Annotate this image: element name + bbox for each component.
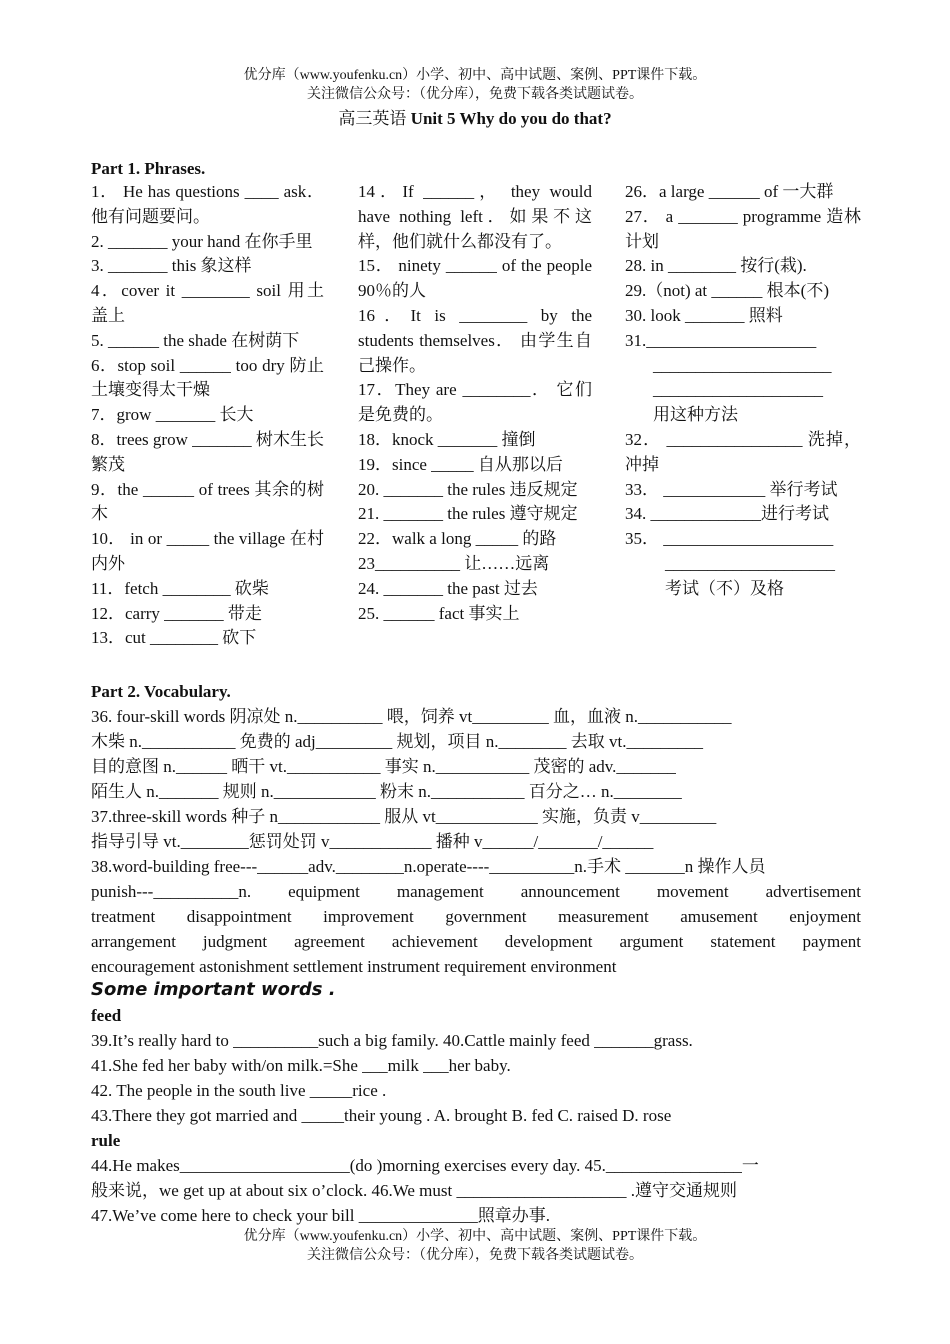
phrase-item: 11．fetch ________ 砍柴 bbox=[91, 578, 269, 598]
phrase-item: 24. _______ the past 过去 bbox=[358, 578, 538, 598]
phrase-item: 19．since _____ 自从那以后 bbox=[358, 454, 563, 474]
phrase-item: 9．the ______ of trees 其余的树木 bbox=[91, 479, 324, 524]
phrase-item: 32． ________________ 洗掉，冲掉 bbox=[625, 429, 861, 474]
part2-heading: Part 2. Vocabulary. bbox=[91, 682, 231, 701]
title-cn: 高三英语 bbox=[338, 109, 411, 128]
vocab-line: 37.three-skill words 种子 n____________ 服从 vt____________ 实施，负责 v_________ bbox=[91, 807, 717, 826]
phrase-item: 1． He has questions ____ ask．他有问题要问。 bbox=[91, 182, 324, 226]
vocab-line: 陌生人 n._______ 规则 n.____________ 粉末 n.___________ 百分之… n.________ bbox=[91, 782, 682, 801]
footer-line-2: 关注微信公众号：（优分库），免费下载各类试题试卷。 bbox=[307, 1248, 643, 1263]
exercise-line: 39.It’s really hard to __________such a big family. 40.Cattle mainly feed _______grass. bbox=[91, 1031, 693, 1050]
feed-heading: feed bbox=[91, 1006, 122, 1025]
phrase-item: 6．stop soil ______ too dry 防止土壤变得太干燥 bbox=[91, 355, 324, 400]
rule-heading: rule bbox=[91, 1131, 121, 1150]
phrase-item: 13．cut ________ 砍下 bbox=[91, 628, 257, 648]
phrase-item: 10． in or _____ the village 在村内外 bbox=[91, 529, 324, 573]
phrase-item: 17．They are ________． 它们是免费的。 bbox=[358, 380, 592, 425]
phrase-item: 34. _____________进行考试 bbox=[625, 504, 829, 524]
phrase-item: 25. ______ fact 事实上 bbox=[358, 603, 520, 623]
title-en: Unit 5 Why do you do that? bbox=[410, 109, 612, 128]
page-title bbox=[0, 108, 950, 130]
phrases-columns bbox=[91, 180, 861, 680]
exercise-line: 43.There they got married and _____their young . A. brought B. fed C. raised D. rose bbox=[91, 1106, 672, 1125]
vocab-line: 指导引导 vt.________惩罚处罚 v____________ 播种 v______/_______/______ bbox=[91, 832, 654, 851]
phrase-item: 31.____________________ bbox=[625, 330, 817, 350]
phrase-item: 30. look _______ 照料 bbox=[625, 305, 783, 325]
phrase-item: 5. ______ the shade 在树荫下 bbox=[91, 330, 300, 350]
vocab-line: 木柴 n.___________ 免费的 adj_________ 规划，项目 n.________ 去取 vt._________ bbox=[91, 732, 703, 751]
phrase-item: 14．If ______， they would have nothing left．如果不这样，他们就什么都没有了。 bbox=[358, 182, 592, 251]
phrase-item-continued: _____________________ bbox=[653, 355, 832, 375]
exercise-line: 41.She fed her baby with/on milk.=She ___milk ___her baby. bbox=[91, 1056, 511, 1075]
vocab-line: treatment disappointment improvement government measurement amusement enjoyment bbox=[91, 907, 861, 926]
phrase-item-continued: 用这种方法 bbox=[653, 405, 738, 425]
phrase-item-continued: 考试（不）及格 bbox=[665, 578, 784, 598]
exercise-line: 47.We’ve come here to check your bill ______________照章办事. bbox=[91, 1206, 550, 1225]
phrase-item: 7．grow _______ 长大 bbox=[91, 405, 254, 425]
phrase-item: 21. _______ the rules 遵守规定 bbox=[358, 504, 578, 524]
phrase-item: 16．It is ________ by the students themselves． 由学生自己操作。 bbox=[358, 305, 592, 375]
phrase-item: 3. _______ this 象这样 bbox=[91, 256, 252, 276]
vocab-line: 36. four-skill words 阴凉处 n.__________ 喂，饲养 vt_________ 血，血液 n.___________ bbox=[91, 707, 732, 726]
phrase-item-continued: ____________________ bbox=[653, 380, 823, 400]
exercise-line: 44.He makes____________________(do )morning exercises every day. 45.________________一 bbox=[91, 1156, 759, 1175]
phrase-item: 4．cover it ________ soil 用土盖上 bbox=[91, 281, 324, 325]
phrases-column-3 bbox=[625, 180, 861, 602]
vocab-line: 目的意图 n.______ 晒干 vt.___________ 事实 n.___________ 茂密的 adv._______ bbox=[91, 757, 676, 776]
phrases-column-2 bbox=[358, 180, 592, 626]
exercise-line: 42. The people in the south live _____rice . bbox=[91, 1081, 387, 1100]
phrase-item: 8．trees grow _______ 树木生长繁茂 bbox=[91, 429, 324, 474]
header-line-2: 关注微信公众号：（优分库），免费下载各类试题试卷。 bbox=[307, 87, 643, 102]
phrase-item: 26．a large ______ of 一大群 bbox=[625, 182, 834, 201]
phrase-item: 18．knock _______ 撞倒 bbox=[358, 429, 536, 449]
phrase-item-continued: ____________________ bbox=[665, 553, 835, 573]
phrases-column-1 bbox=[91, 180, 324, 651]
vocab-line: punish---__________n. equipment management announcement movement advertisement bbox=[91, 882, 861, 901]
phrase-item: 29.（not) at ______ 根本(不) bbox=[625, 281, 829, 301]
footer-line-1: 优分库（www.youfenku.cn）小学、初中、高中试题、案例、PPT课件下载。 bbox=[243, 1229, 707, 1244]
exercise-line: 般来说，we get up at about six o’clock. 46.We must ____________________ .遵守交通规则 bbox=[91, 1181, 737, 1200]
phrase-item: 20. _______ the rules 违反规定 bbox=[358, 479, 578, 499]
phrase-item: 22．walk a long _____ 的路 bbox=[358, 529, 557, 549]
phrase-item: 33． ____________ 举行考试 bbox=[625, 479, 838, 499]
phrase-item: 28. in ________ 按行(栽). bbox=[625, 256, 807, 276]
phrase-item: 27． a _______ programme 造林计划 bbox=[625, 206, 861, 251]
header-line-1: 优分库（www.youfenku.cn）小学、初中、高中试题、案例、PPT课件下载。 bbox=[243, 68, 707, 83]
important-words-heading: Some important words . bbox=[91, 979, 336, 1000]
phrase-item: 23__________ 让……远离 bbox=[358, 553, 550, 573]
phrase-item: 12．carry _______ 带走 bbox=[91, 603, 262, 623]
part1-heading: Part 1. Phrases. bbox=[91, 159, 206, 178]
vocab-line: 38.word-building free---______adv.________n.operate----__________n.手术 _______n 操作人员 bbox=[91, 857, 766, 876]
phrase-item: 35． ____________________ bbox=[625, 529, 834, 549]
vocab-line: arrangement judgment agreement achievement development argument statement payment bbox=[91, 932, 861, 951]
vocab-line: encouragement astonishment settlement instrument requirement environment bbox=[91, 957, 617, 976]
phrase-item: 15． ninety ______ of the people 90％的人 bbox=[358, 256, 592, 301]
phrase-item: 2. _______ your hand 在你手里 bbox=[91, 231, 313, 251]
